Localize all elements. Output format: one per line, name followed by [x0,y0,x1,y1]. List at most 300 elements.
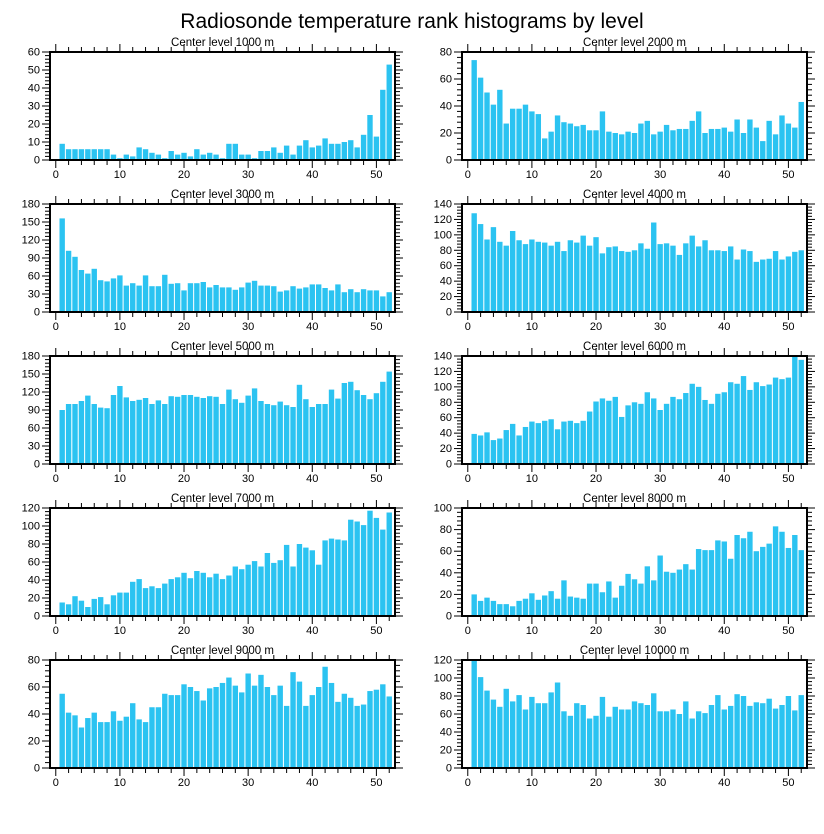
y-tick-label: 90 [27,252,40,265]
bar [581,236,586,312]
bar [747,120,752,161]
bar [387,65,392,160]
bar [497,439,502,464]
bar [670,710,675,769]
bar [130,703,135,768]
bar [124,286,129,312]
bar [664,125,669,160]
bar [322,540,327,616]
bar [555,599,560,616]
bar [773,709,778,768]
bar [741,538,746,616]
x-tick-label: 30 [242,777,255,789]
bar [220,404,225,464]
bar [194,571,199,616]
y-tick-label: 80 [439,690,452,703]
bar [690,236,695,312]
panel-title: Center level 8000 m [583,493,686,505]
bar [734,260,739,312]
bar [504,246,509,312]
x-tick-label: 20 [177,473,191,485]
bar [201,701,206,769]
bar [734,120,739,161]
y-tick-label: 60 [27,556,40,569]
bar [766,385,771,464]
y-tick-label: 90 [27,404,40,417]
histogram-grid [0,36,824,796]
bar [657,556,662,616]
x-tick-label: 50 [782,625,795,637]
bar [59,218,64,312]
bar [361,525,366,616]
panel-title: Center level 2000 m [583,37,686,49]
bar [322,138,327,160]
bar [207,287,212,312]
bar [536,242,541,312]
bar [85,396,90,464]
bar [239,692,244,768]
bar [632,250,637,312]
bar [734,694,739,768]
bar [245,674,250,769]
bar [149,153,154,160]
x-tick-label: 20 [589,473,603,485]
bar [207,396,212,464]
bar [361,135,366,160]
bar [258,567,263,617]
panel-9000m [4,644,408,796]
bar [335,144,340,160]
bar [213,574,218,616]
bar [709,250,714,312]
y-tick-label: 60 [439,708,452,721]
bar [471,661,476,768]
y-tick-label: 180 [21,350,40,363]
bar [380,684,385,768]
panel-title: Center level 7000 m [171,493,274,505]
bar [354,292,359,312]
x-tick-label: 20 [177,625,191,637]
bar [638,124,643,160]
bar [111,711,116,768]
bar [297,544,302,616]
y-tick-label: 0 [33,306,40,319]
x-tick-label: 20 [589,169,603,181]
bar [478,677,483,768]
bar [651,134,656,160]
bar [600,398,605,464]
bar [760,141,765,160]
bar [683,129,688,160]
bar [709,404,714,464]
bar [297,146,302,160]
bar [600,253,605,312]
bar [194,283,199,312]
bar [516,109,521,160]
bar [226,144,231,160]
bar [290,407,295,464]
bar [529,422,534,464]
bar [136,147,141,160]
x-tick-label: 0 [52,473,59,485]
bar [766,259,771,312]
bar [156,400,161,464]
bar [677,129,682,160]
bar [258,286,263,312]
bar [741,250,746,312]
bar [297,385,302,464]
y-tick-label: 20 [439,127,452,140]
y-tick-label: 40 [439,100,452,113]
x-tick-label: 30 [242,169,255,181]
bar [491,105,496,160]
x-tick-label: 50 [370,473,383,485]
bar [555,683,560,769]
bar [747,251,752,312]
bar [613,397,618,464]
bar [310,550,315,616]
bar [226,287,231,312]
bar [799,550,804,616]
bar [632,579,637,616]
bar [85,607,90,616]
x-tick-label: 30 [654,625,667,637]
bar [497,707,502,768]
bar [760,547,765,616]
bar [786,696,791,768]
bar [245,283,250,312]
bar [773,526,778,616]
bar [657,132,662,160]
bar [766,544,771,616]
bar [117,386,122,464]
bar [664,243,669,312]
x-tick-label: 20 [589,321,603,333]
bar [169,396,174,464]
bar [98,280,103,312]
bar [529,239,534,312]
x-tick-label: 0 [52,625,59,637]
y-tick-label: 40 [439,726,452,739]
bar [258,401,263,464]
bar [387,292,392,312]
bar [709,129,714,160]
bar [143,588,148,616]
bar [361,289,366,312]
y-tick-label: 140 [433,350,452,363]
y-tick-label: 120 [21,502,40,515]
bar [162,694,167,768]
bar [638,404,643,464]
bar [606,132,611,160]
panel-title: Center level 9000 m [171,645,274,657]
bar [606,581,611,616]
y-tick-label: 80 [439,244,452,257]
bar [696,111,701,160]
bar [303,287,308,312]
bar [380,90,385,160]
bar [310,284,315,312]
bar [245,396,250,464]
bar [348,140,353,160]
bar [773,251,778,312]
bar [181,153,186,160]
bar [181,573,186,616]
bar [497,242,502,312]
bar [747,706,752,768]
bar [303,140,308,160]
panel-title: Center level 6000 m [583,341,686,353]
y-tick-label: 120 [433,365,452,378]
bar [491,601,496,616]
bar [619,417,624,464]
bar [561,122,566,160]
y-tick-label: 120 [433,213,452,226]
bar [201,398,206,464]
x-tick-label: 0 [464,777,471,789]
bar [696,549,701,616]
bar [619,586,624,616]
bar [233,686,238,768]
bar [760,703,765,768]
panel-title: Center level 4000 m [583,189,686,201]
bar [555,429,560,464]
bar [561,422,566,464]
x-tick-label: 0 [464,625,471,637]
bar [683,243,688,312]
bar [136,719,141,768]
bar [72,404,77,464]
bar [664,711,669,768]
bar [497,90,502,160]
bar [799,360,804,464]
bar [284,405,289,464]
x-tick-label: 50 [370,169,383,181]
bar [523,244,528,312]
bar [645,121,650,160]
bar [574,126,579,160]
bar [374,393,379,464]
y-tick-label: 0 [445,610,452,623]
bar [478,224,483,312]
y-tick-label: 80 [27,538,40,551]
bar [683,701,688,768]
y-tick-label: 0 [445,762,452,775]
bar [696,387,701,464]
bar [568,240,573,312]
bar [98,408,103,464]
x-tick-label: 40 [306,473,319,485]
bar [600,111,605,160]
bar [380,382,385,464]
x-tick-label: 40 [718,321,731,333]
x-tick-label: 20 [589,625,603,637]
y-tick-label: 60 [27,681,40,694]
bar [239,287,244,312]
bar [581,705,586,768]
bar [252,388,257,464]
bar [233,399,238,464]
y-tick-label: 80 [439,524,452,537]
bar [136,579,141,616]
y-tick-label: 150 [21,216,40,229]
bar [316,687,321,768]
bar [581,125,586,160]
y-tick-label: 60 [439,73,452,86]
bar [316,404,321,464]
bar [715,129,720,160]
y-tick-label: 100 [433,502,452,515]
bar [593,237,598,312]
bar [510,701,515,768]
bar [664,404,669,464]
bar [207,153,212,160]
y-tick-label: 0 [33,610,40,623]
bar [548,591,553,616]
bar [696,711,701,768]
bar [380,530,385,616]
bar [92,269,97,312]
x-tick-label: 40 [718,625,731,637]
bar [709,550,714,616]
bar [66,713,71,768]
bar [348,698,353,768]
bar [619,134,624,160]
bar [766,699,771,768]
bar [233,290,238,312]
bar [162,275,167,312]
bar [143,398,148,464]
y-tick-label: 40 [439,427,452,440]
bar [542,595,547,616]
bar [278,560,283,616]
bar [188,283,193,312]
x-tick-label: 50 [370,321,383,333]
bar [504,124,509,160]
bar [59,603,64,617]
bar [593,130,598,160]
bar [322,288,327,312]
bar [593,402,598,464]
bar [342,142,347,160]
bar [265,687,270,768]
bar [335,284,340,312]
bar [258,151,263,160]
bar [271,147,276,160]
bar [201,573,206,616]
bar [278,153,283,160]
bar [66,604,71,616]
bar [111,395,116,464]
bar [536,703,541,768]
bar [79,728,84,769]
bar [747,532,752,616]
bar [367,115,372,160]
bar [715,394,720,464]
bar [175,397,180,464]
bar [491,700,496,768]
bar [497,604,502,616]
bar [278,686,283,768]
bar [741,133,746,160]
bar [72,149,77,160]
bar [342,540,347,616]
x-tick-label: 40 [306,321,319,333]
bar [536,423,541,464]
panel-title: Center level 5000 m [171,341,274,353]
bar [690,570,695,616]
x-tick-label: 0 [52,169,59,181]
bar [245,565,250,616]
x-tick-label: 50 [370,625,383,637]
y-tick-label: 100 [433,229,452,242]
bar [258,675,263,768]
bar [348,382,353,464]
bar [773,378,778,464]
x-tick-label: 40 [718,473,731,485]
bar [587,246,592,312]
y-tick-label: 40 [27,708,40,721]
bar [600,592,605,616]
bar [471,213,476,312]
bar [136,286,141,312]
x-tick-label: 20 [177,321,191,333]
bar [342,694,347,768]
y-tick-label: 30 [27,100,40,113]
y-tick-label: 140 [433,198,452,211]
x-tick-label: 30 [654,473,667,485]
bar [149,404,154,464]
bar [728,246,733,312]
bar [510,231,515,312]
panel-1000m [4,36,408,188]
bar [786,256,791,312]
bar [696,246,701,312]
bar [632,133,637,160]
bar [542,703,547,768]
y-tick-label: 50 [27,64,40,77]
bar [233,144,238,160]
y-tick-label: 60 [439,260,452,273]
bar [754,702,759,768]
bar [574,703,579,768]
y-tick-label: 80 [439,46,452,59]
bar [657,244,662,312]
bar [651,693,656,768]
bar [741,376,746,464]
bar [529,111,534,160]
bar [683,393,688,464]
bar [207,577,212,616]
panel-title: Center level 3000 m [171,189,274,201]
x-tick-label: 30 [242,321,255,333]
x-tick-label: 10 [525,777,539,789]
bar [690,384,695,464]
bar [587,130,592,160]
bar [181,290,186,312]
bar [316,565,321,616]
y-tick-label: 100 [433,381,452,394]
bar [188,687,193,768]
bar [792,356,797,464]
bar [149,586,154,616]
bar [278,402,283,464]
bar [747,390,752,464]
bar [657,410,662,464]
bar [290,672,295,768]
bar [111,278,116,312]
bar [162,404,167,464]
